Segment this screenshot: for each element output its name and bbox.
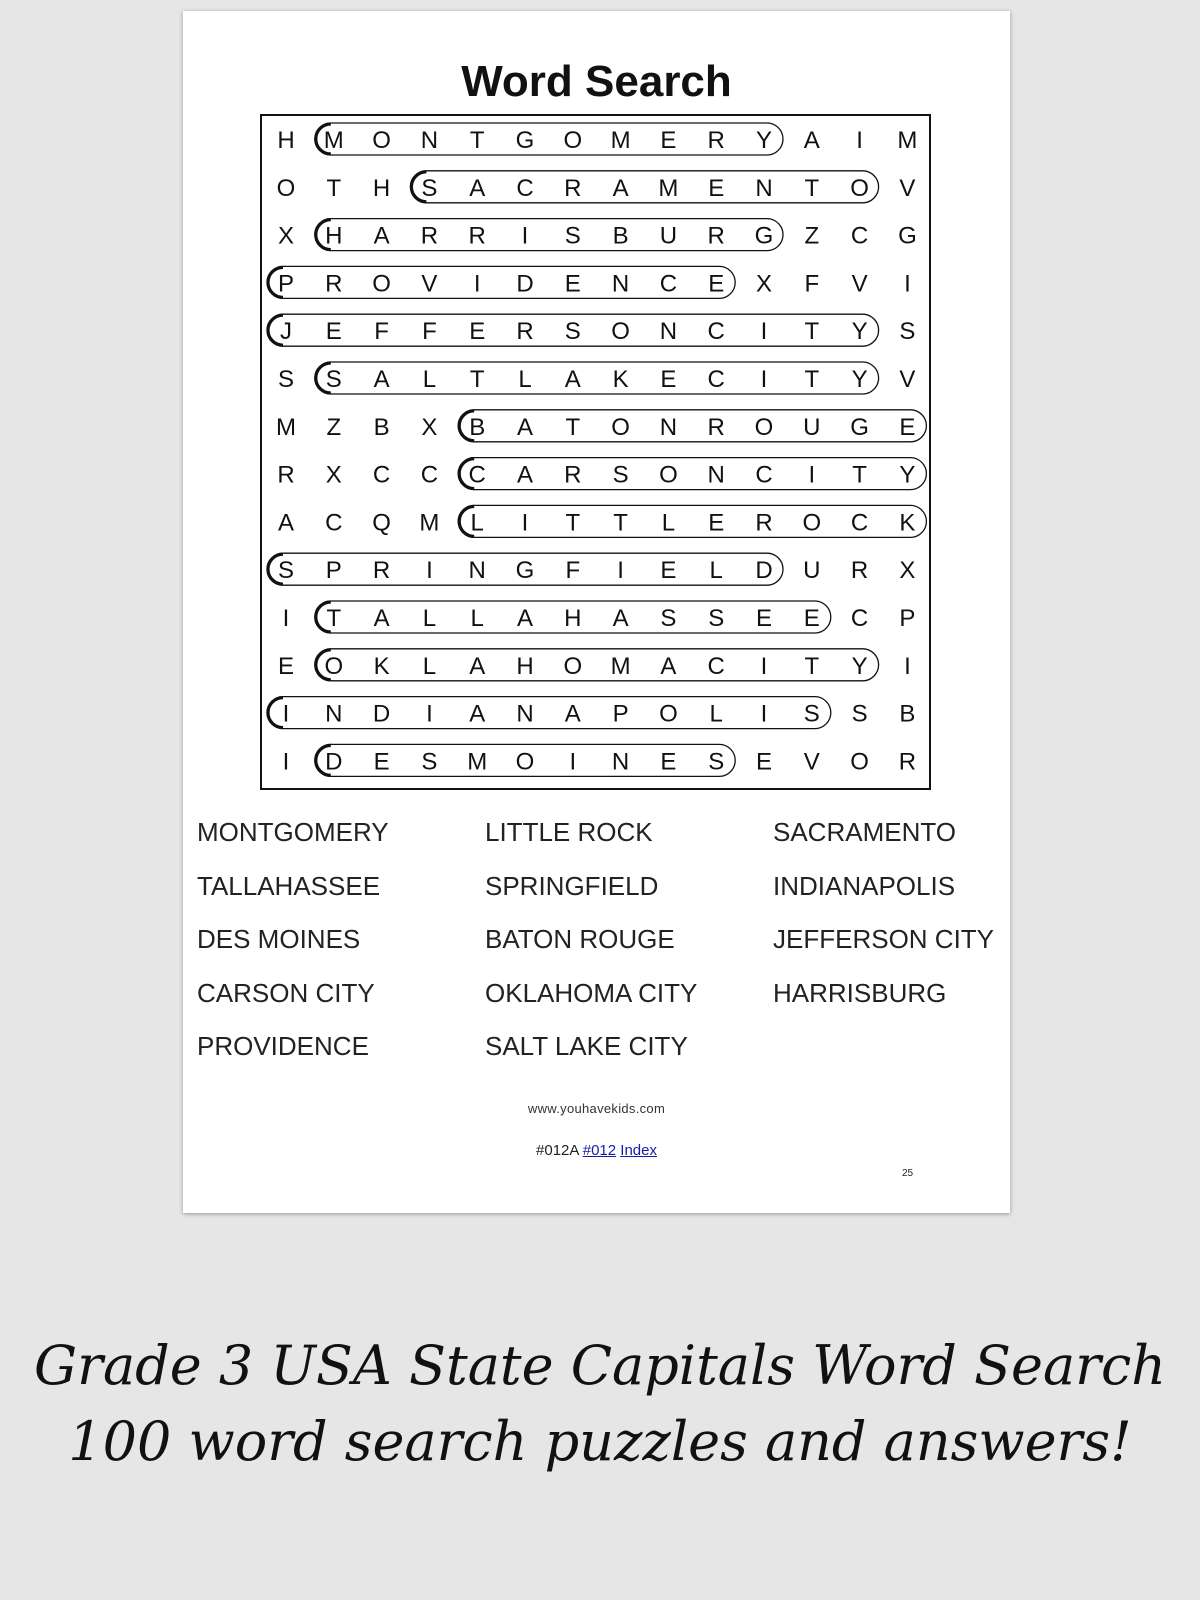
index-links xyxy=(183,1142,1010,1159)
grid-letter: A xyxy=(373,605,390,632)
grid-letter: N xyxy=(659,413,678,441)
grid-letter: A xyxy=(277,509,295,537)
grid-letter: S xyxy=(325,366,342,393)
grid-letter: Q xyxy=(372,509,391,537)
grid-letter: I xyxy=(760,700,768,728)
grid-letter: Y xyxy=(899,461,916,489)
word-list-item: JEFFERSON CITY xyxy=(773,924,995,954)
grid-letter: R xyxy=(850,557,869,585)
grid-letter: E xyxy=(277,652,295,680)
grid-letter: I xyxy=(856,127,863,154)
grid-letter: S xyxy=(277,557,295,585)
grid-letter: A xyxy=(516,461,534,489)
grid-letter: H xyxy=(372,174,391,202)
grid-letter: C xyxy=(372,461,391,489)
grid-letter: S xyxy=(421,748,438,776)
grid-letter: C xyxy=(707,652,725,680)
grid-letter: X xyxy=(421,413,438,441)
grid-letter: S xyxy=(564,318,581,346)
grid-letter: U xyxy=(803,413,821,441)
grid-letter: S xyxy=(421,174,438,202)
grid-letter: I xyxy=(521,222,529,250)
grid-letter: B xyxy=(469,413,486,441)
grid-letter: C xyxy=(420,461,439,489)
grid-letter: N xyxy=(468,557,486,585)
page-title: Word Search xyxy=(461,57,732,106)
grid-letter: M xyxy=(276,413,296,441)
grid-letter: R xyxy=(372,557,391,585)
grid-letter: X xyxy=(755,270,773,298)
grid-letter: A xyxy=(612,605,629,632)
word-list-item: LITTLE ROCK xyxy=(485,817,653,847)
grid-letter: K xyxy=(373,652,390,680)
grid-letter: I xyxy=(904,270,911,298)
grid-letter: L xyxy=(661,509,676,537)
grid-letter: T xyxy=(804,652,820,680)
grid-letter: E xyxy=(660,366,677,393)
grid-letter: G xyxy=(515,557,535,585)
grid-letter: C xyxy=(755,461,773,489)
grid-letter: O xyxy=(276,174,296,202)
grid-letter: V xyxy=(851,270,868,298)
grid-letter: N xyxy=(325,700,343,728)
word-list-item: MONTGOMERY xyxy=(197,817,389,847)
grid-letter: F xyxy=(565,557,581,585)
grid-letter: R xyxy=(898,748,917,776)
grid-letter: C xyxy=(850,509,869,537)
grid-letter: U xyxy=(803,557,821,585)
grid-letter: C xyxy=(468,461,486,489)
grid-letter: C xyxy=(325,509,343,537)
word-list-item: SACRAMENTO xyxy=(773,817,956,847)
grid-letter: I xyxy=(282,605,290,632)
grid-letter: I xyxy=(760,318,768,346)
grid-letter: O xyxy=(659,461,678,489)
grid-letter: T xyxy=(804,174,820,202)
grid-letter: R xyxy=(325,270,343,298)
grid-letter: R xyxy=(564,174,582,202)
grid-letter: N xyxy=(420,127,439,154)
grid-letter: O xyxy=(372,127,391,154)
grid-letter: E xyxy=(803,605,820,632)
grid-letter: T xyxy=(326,174,342,202)
grid-letter: R xyxy=(755,509,773,537)
caption-line-2: 100 word search puzzles and answers! xyxy=(68,1410,1132,1473)
grid-letter: V xyxy=(803,748,820,776)
grid-letter: G xyxy=(515,127,535,154)
grid-letter: A xyxy=(469,700,486,728)
grid-letter: C xyxy=(707,318,725,346)
grid-letter: A xyxy=(660,652,677,680)
grid-letter: L xyxy=(422,605,437,632)
grid-letter: L xyxy=(422,652,437,680)
word-list-item: SALT LAKE CITY xyxy=(485,1031,688,1061)
grid-letter: V xyxy=(899,174,916,202)
grid-letter: V xyxy=(899,366,916,393)
grid-letter: K xyxy=(899,509,916,537)
grid-letter: L xyxy=(470,605,484,632)
grid-letter: P xyxy=(899,605,916,632)
grid-letter: E xyxy=(899,413,916,441)
grid-letter: M xyxy=(610,652,631,680)
grid-letter: H xyxy=(325,222,343,250)
grid-letter: T xyxy=(469,127,485,154)
grid-letter: O xyxy=(850,174,869,202)
grid-letter: E xyxy=(373,748,390,776)
grid-letter: B xyxy=(899,700,916,728)
grid-letter: O xyxy=(754,413,774,441)
grid-letter: O xyxy=(372,270,391,298)
grid-letter: L xyxy=(470,509,484,537)
grid-letter: R xyxy=(564,461,582,489)
index-code: #012A xyxy=(536,1142,579,1159)
grid-letter: A xyxy=(373,222,390,250)
grid-letter: I xyxy=(760,652,768,680)
grid-letter: T xyxy=(804,366,820,393)
grid-letter: Y xyxy=(851,318,868,346)
word-list-item: DES MOINES xyxy=(197,924,361,954)
grid-letter: M xyxy=(658,174,679,202)
grid-letter: R xyxy=(468,222,486,250)
grid-letter: X xyxy=(899,557,916,585)
answer-highlight xyxy=(315,649,879,681)
grid-letter: O xyxy=(563,127,583,154)
grid-letter: L xyxy=(422,366,437,393)
grid-letter: D xyxy=(325,748,343,776)
grid-letter: S xyxy=(277,366,295,393)
grid-letter: R xyxy=(277,461,295,489)
grid-letter: E xyxy=(469,318,486,346)
grid-letter: E xyxy=(708,509,725,537)
caption-line-1: Grade 3 USA State Capitals Word Search xyxy=(34,1334,1166,1397)
grid-letter: A xyxy=(803,127,820,154)
grid-letter: H xyxy=(564,605,582,632)
answer-highlight-start xyxy=(268,698,283,728)
letter-grid-svg xyxy=(262,116,929,788)
grid-letter: I xyxy=(569,748,577,776)
grid-letter: E xyxy=(755,748,773,776)
worksheet-page xyxy=(183,11,1010,1213)
grid-letter: Y xyxy=(851,366,868,393)
page-number: 25 xyxy=(902,1168,914,1179)
word-list xyxy=(197,817,997,1085)
grid-letter: T xyxy=(469,366,485,393)
word-list-item: TALLAHASSEE xyxy=(197,870,381,901)
grid-letter: C xyxy=(850,222,869,250)
grid-letter: I xyxy=(808,461,816,489)
grid-letter: Y xyxy=(851,652,868,680)
word-list-item: OKLAHOMA CITY xyxy=(485,977,698,1008)
grid-letter: O xyxy=(611,413,630,441)
grid-letter: Y xyxy=(755,127,773,154)
grid-letter: F xyxy=(804,270,820,298)
grid-letter: O xyxy=(515,748,535,776)
grid-letter: R xyxy=(420,222,439,250)
grid-letter: I xyxy=(426,700,433,728)
grid-letter: N xyxy=(755,174,773,202)
grid-letter: I xyxy=(617,557,624,585)
grid-letter: A xyxy=(516,413,534,441)
grid-letter: E xyxy=(325,318,342,346)
grid-letter: A xyxy=(612,174,629,202)
grid-letter: T xyxy=(852,461,867,489)
word-list-item: INDIANAPOLIS xyxy=(773,870,956,901)
grid-letter: L xyxy=(518,366,532,393)
grid-letter: N xyxy=(516,700,534,728)
grid-letter: E xyxy=(660,748,677,776)
grid-letter: S xyxy=(612,461,629,489)
grid-letter: E xyxy=(755,605,773,632)
grid-letter: E xyxy=(660,127,677,154)
grid-letter: G xyxy=(898,222,917,250)
caption xyxy=(0,1328,1200,1480)
word-search-grid xyxy=(260,114,931,790)
grid-letter: G xyxy=(754,222,774,250)
grid-letter: E xyxy=(708,270,725,298)
grid-letter: M xyxy=(323,127,344,154)
grid-letter: I xyxy=(521,509,529,537)
grid-letter: T xyxy=(804,318,820,346)
grid-letter: T xyxy=(326,605,342,632)
grid-letter: A xyxy=(564,700,581,728)
grid-letter: B xyxy=(373,413,390,441)
grid-letter: L xyxy=(709,700,723,728)
grid-letter: O xyxy=(850,748,869,776)
grid-letter: N xyxy=(707,461,725,489)
grid-letter: I xyxy=(473,270,481,298)
grid-letter: E xyxy=(660,557,677,585)
grid-letter: I xyxy=(426,557,433,585)
grid-letter: E xyxy=(708,174,725,202)
answer-highlight xyxy=(315,362,879,394)
grid-letter: A xyxy=(373,366,390,393)
grid-letter: P xyxy=(325,557,342,585)
grid-letter: O xyxy=(802,509,822,537)
word-list-item: PROVIDENCE xyxy=(197,1031,369,1061)
grid-letter: C xyxy=(707,366,725,393)
grid-letter: R xyxy=(516,318,534,346)
grid-letter: J xyxy=(280,318,292,346)
website-label: www.youhavekids.com xyxy=(527,1101,666,1116)
grid-letter: C xyxy=(516,174,534,202)
grid-letter: C xyxy=(850,605,869,632)
grid-letter: S xyxy=(564,222,581,250)
grid-letter: S xyxy=(899,318,916,346)
grid-letter: Z xyxy=(326,413,342,441)
grid-letter: F xyxy=(422,318,437,346)
grid-letter: N xyxy=(611,748,630,776)
grid-letter: U xyxy=(659,222,678,250)
grid-letter: A xyxy=(516,605,534,632)
grid-letter: T xyxy=(565,509,581,537)
grid-letter: L xyxy=(709,557,723,585)
grid-letter: F xyxy=(374,318,389,346)
grid-letter: N xyxy=(611,270,630,298)
grid-letter: S xyxy=(803,700,820,728)
grid-letter: D xyxy=(755,557,773,585)
grid-letter: Z xyxy=(804,222,820,250)
grid-letter: A xyxy=(564,366,581,393)
grid-letter: A xyxy=(469,652,486,680)
grid-letter: I xyxy=(282,748,290,776)
grid-letter: R xyxy=(707,413,725,441)
grid-letter: I xyxy=(282,700,290,728)
grid-letter: O xyxy=(611,318,630,346)
word-list-item: BATON ROUGE xyxy=(485,924,675,954)
puzzle-link[interactable]: #012 xyxy=(582,1142,617,1159)
grid-letter: S xyxy=(708,748,725,776)
grid-letter: V xyxy=(421,270,438,298)
grid-letter: M xyxy=(419,509,440,537)
grid-letter: T xyxy=(613,509,628,537)
grid-letter: I xyxy=(904,652,911,680)
grid-letter: O xyxy=(659,700,678,728)
grid-letter: O xyxy=(563,652,583,680)
grid-letter: M xyxy=(610,127,631,154)
grid-letter: C xyxy=(659,270,678,298)
word-list-item: CARSON CITY xyxy=(197,977,375,1008)
index-link[interactable]: Index xyxy=(620,1142,657,1159)
grid-letter: D xyxy=(372,700,391,728)
word-list-item: HARRISBURG xyxy=(773,977,947,1008)
grid-letter: T xyxy=(565,413,581,441)
grid-letter: R xyxy=(707,222,725,250)
grid-letter: S xyxy=(708,605,725,632)
grid-letter: E xyxy=(564,270,581,298)
grid-letter: N xyxy=(659,318,678,346)
grid-letter: O xyxy=(324,652,344,680)
grid-letter: S xyxy=(660,605,677,632)
grid-letter: G xyxy=(850,413,869,441)
grid-letter: I xyxy=(760,366,768,393)
grid-letter: M xyxy=(897,127,918,154)
grid-letter: A xyxy=(469,174,486,202)
grid-letter: D xyxy=(516,270,534,298)
grid-letter: R xyxy=(707,127,725,154)
grid-letter: X xyxy=(325,461,342,489)
grid-letter: K xyxy=(612,366,629,393)
grid-letter: S xyxy=(851,700,868,728)
grid-letter: P xyxy=(277,270,295,298)
answer-highlight xyxy=(267,697,831,729)
grid-letter: B xyxy=(612,222,629,250)
grid-letter: H xyxy=(516,652,534,680)
grid-letter: P xyxy=(612,700,629,728)
grid-letter: X xyxy=(277,222,295,250)
word-list-item: SPRINGFIELD xyxy=(485,870,659,901)
grid-letter: M xyxy=(467,748,488,776)
grid-letter: H xyxy=(277,127,295,154)
